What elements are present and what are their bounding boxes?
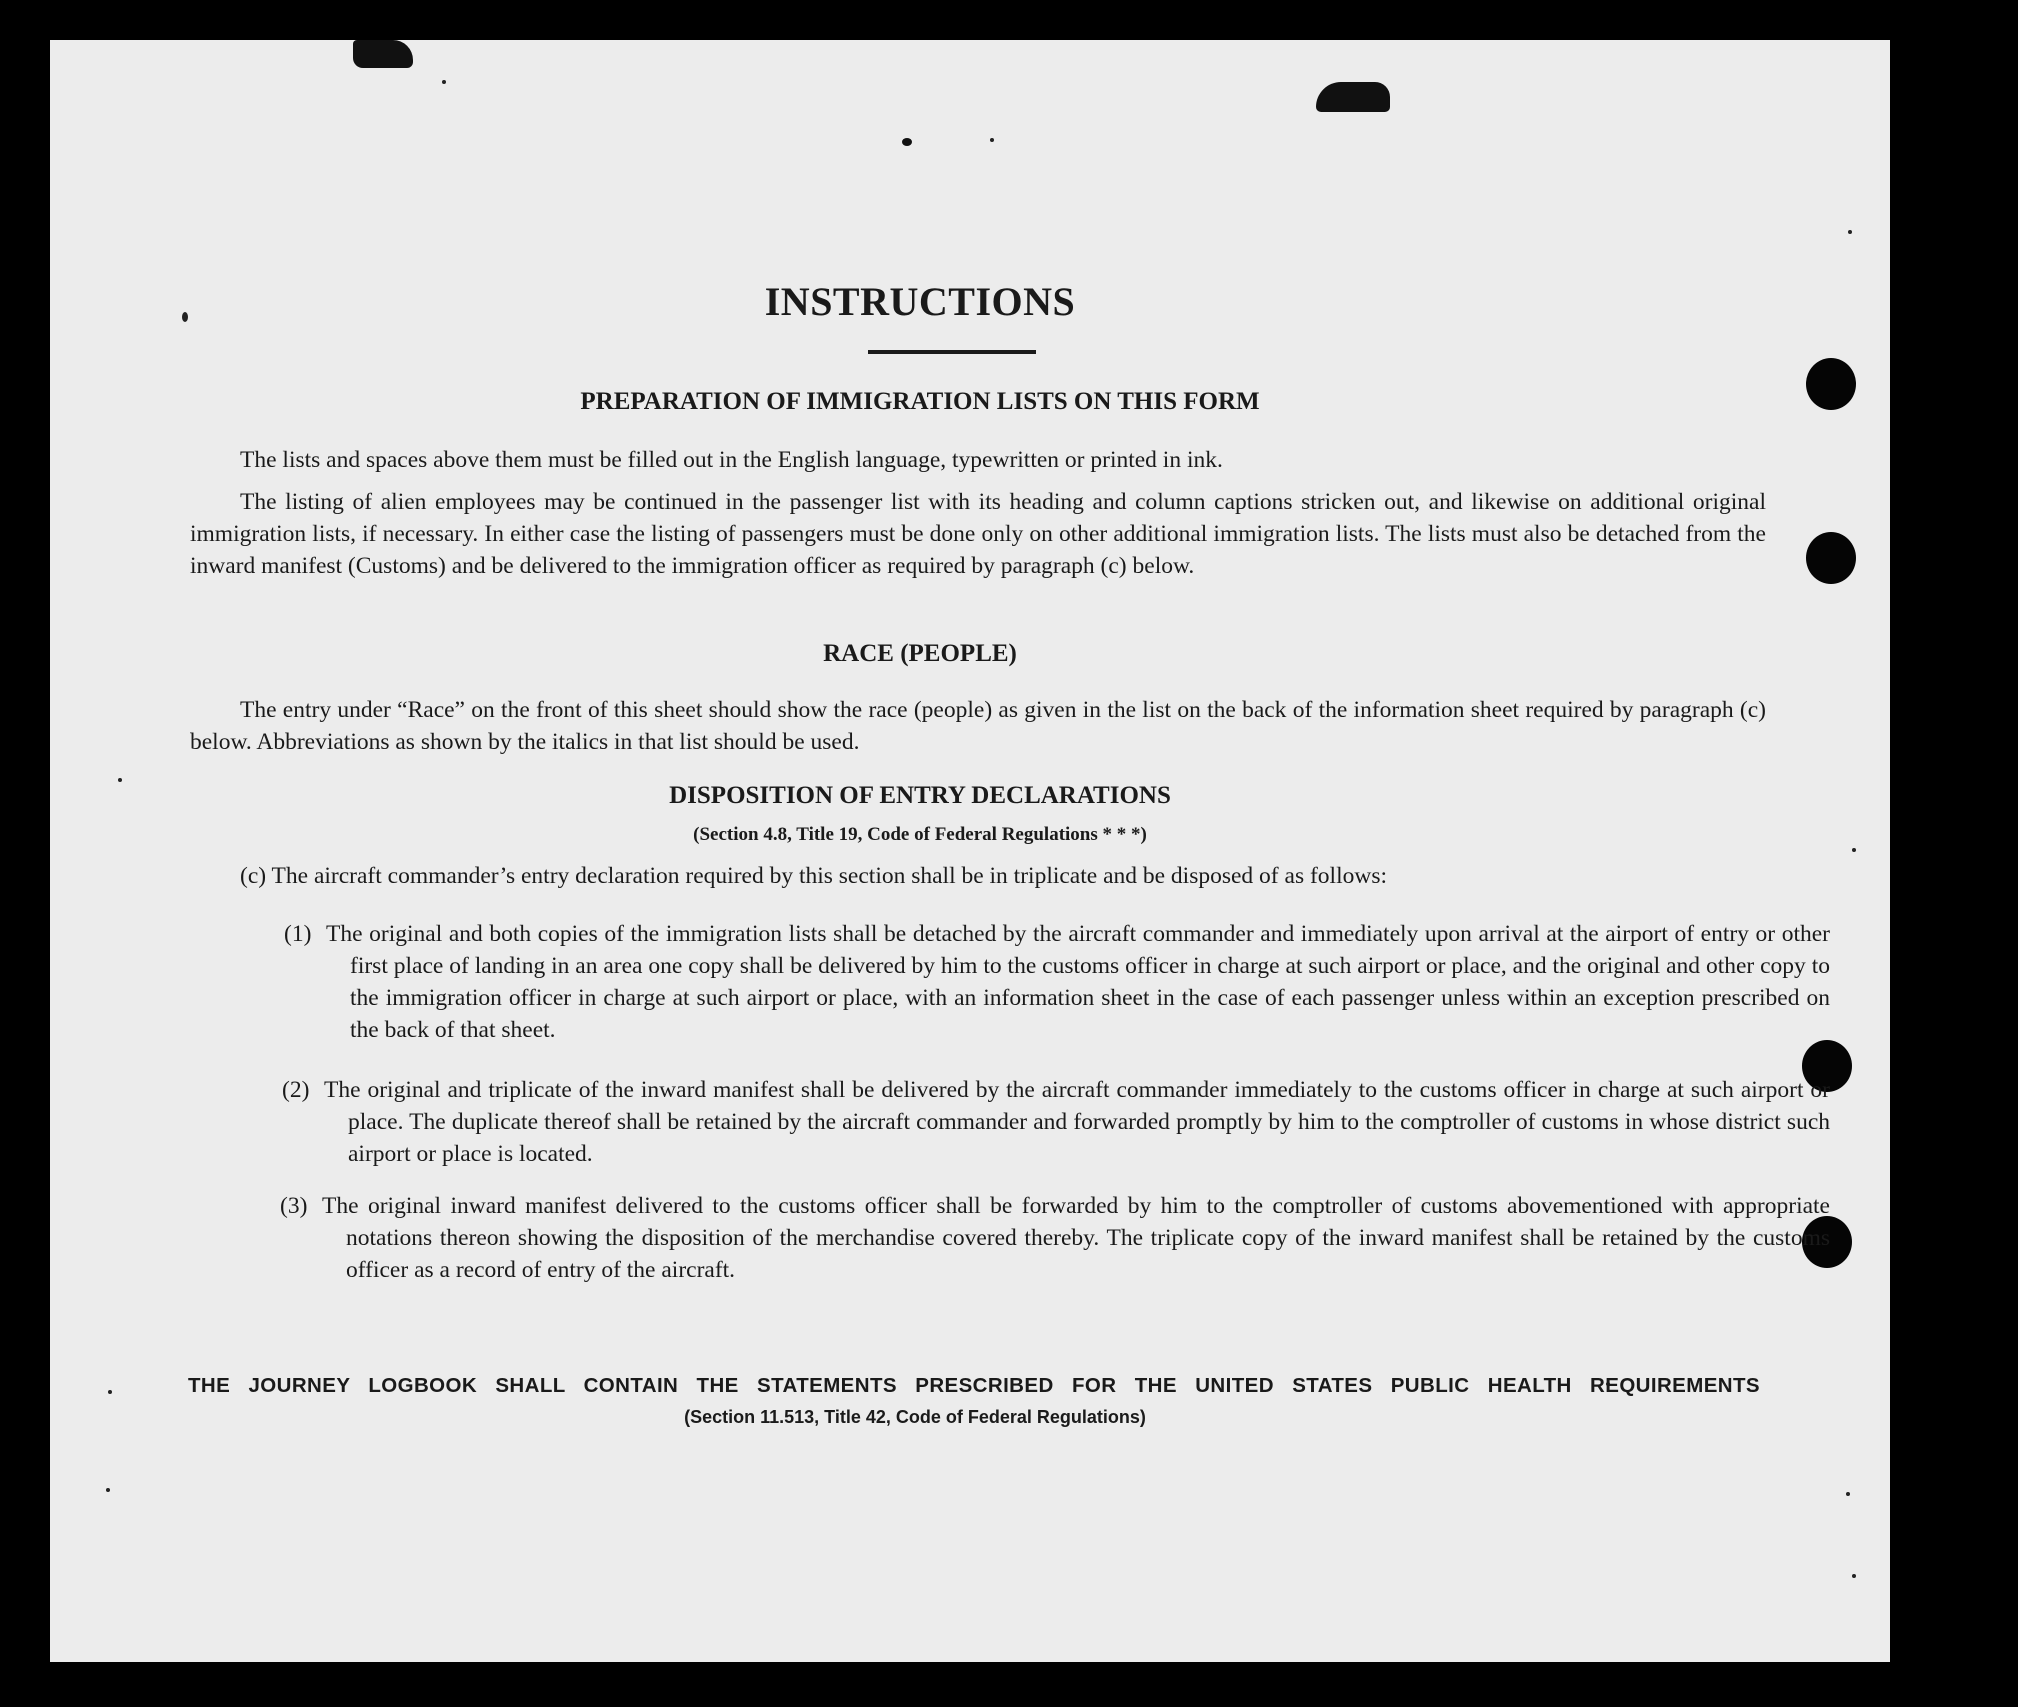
ink-blot: [1316, 82, 1390, 112]
item-text: The original and triplicate of the inward manifest shall be delivered by the aircraft commander immediately to the customs officer in charge at such airport or place. The duplicate thereof shall be retained by the aircraft commander and forwarded promptly by him to the comptroller of customs in whose district such airport or place is located.: [324, 1077, 1830, 1167]
speck: [1846, 1492, 1850, 1496]
item-number: (1): [284, 921, 312, 947]
speck: [108, 1390, 112, 1394]
speck: [1852, 848, 1856, 852]
preparation-paragraph-1: The lists and spaces above them must be filled out in the English language, typewritten or printed in ink.: [240, 447, 1223, 473]
race-heading: RACE (PEOPLE): [823, 640, 1017, 667]
binder-hole: [1806, 532, 1856, 584]
item-number: (2): [282, 1077, 310, 1103]
disposition-item-1: [284, 918, 1830, 1046]
speck: [990, 138, 994, 142]
disposition-citation: (Section 4.8, Title 19, Code of Federal Regulations * * *): [693, 824, 1147, 845]
disposition-item-3: [280, 1190, 1830, 1286]
item-text: The original inward manifest delivered to the customs officer shall be forwarded by him to the comptroller of customs abovementioned with appropriate notations thereon showing the disposition of the merchandise covered thereby. The triplicate copy of the inward manifest shall be retained by the customs officer as a record of entry of the aircraft.: [322, 1193, 1830, 1283]
disposition-item-2: [282, 1074, 1830, 1170]
footer-citation: (Section 11.513, Title 42, Code of Federal Regulations): [684, 1407, 1146, 1427]
preparation-paragraph-2: The listing of alien employees may be continued in the passenger list with its heading and column captions stricken out, and likewise on additional original immigration lists, if necessary. In either case the listing of passengers must be done only on other additional immigration lists. The lists must also be detached from the inward manifest (Customs) and be delivered to the immigration officer as required by paragraph (c) below.: [190, 489, 1766, 579]
item-text: The original and both copies of the immigration lists shall be detached by the aircraft commander and immediately upon arrival at the airport of entry or other first place of landing in an area one copy shall be delivered by him to the customs officer in charge at such airport or place, and the original and other copy to the immigration officer in charge at such airport or place, with an information sheet in the case of each passenger unless within an exception prescribed on the back of that sheet.: [326, 921, 1830, 1043]
speck: [442, 80, 446, 84]
item-number: (3): [280, 1193, 308, 1219]
title-underline: [868, 350, 1036, 354]
disposition-intro: (c) The aircraft commander’s entry declaration required by this section shall be in triplicate and be disposed of as follows:: [240, 863, 1387, 889]
footer-statement: THE JOURNEY LOGBOOK SHALL CONTAIN THE STATEMENTS PRESCRIBED FOR THE UNITED STATES PUBLIC HEALTH REQUIREMENTS: [188, 1374, 1760, 1397]
speck: [1848, 230, 1852, 234]
speck: [106, 1488, 110, 1492]
preparation-heading: PREPARATION OF IMMIGRATION LISTS ON THIS FORM: [580, 388, 1260, 415]
speck: [1852, 1574, 1856, 1578]
disposition-heading: DISPOSITION OF ENTRY DECLARATIONS: [669, 782, 1171, 809]
ink-blot: [902, 138, 912, 146]
document-page: [50, 40, 1890, 1662]
race-paragraph: The entry under “Race” on the front of this sheet should show the race (people) as given in the list on the back of the information sheet required by paragraph (c) below. Abbreviations as shown by the italics in that list should be used.: [190, 697, 1766, 755]
page-title: INSTRUCTIONS: [764, 279, 1076, 324]
ink-blot: [353, 40, 413, 68]
